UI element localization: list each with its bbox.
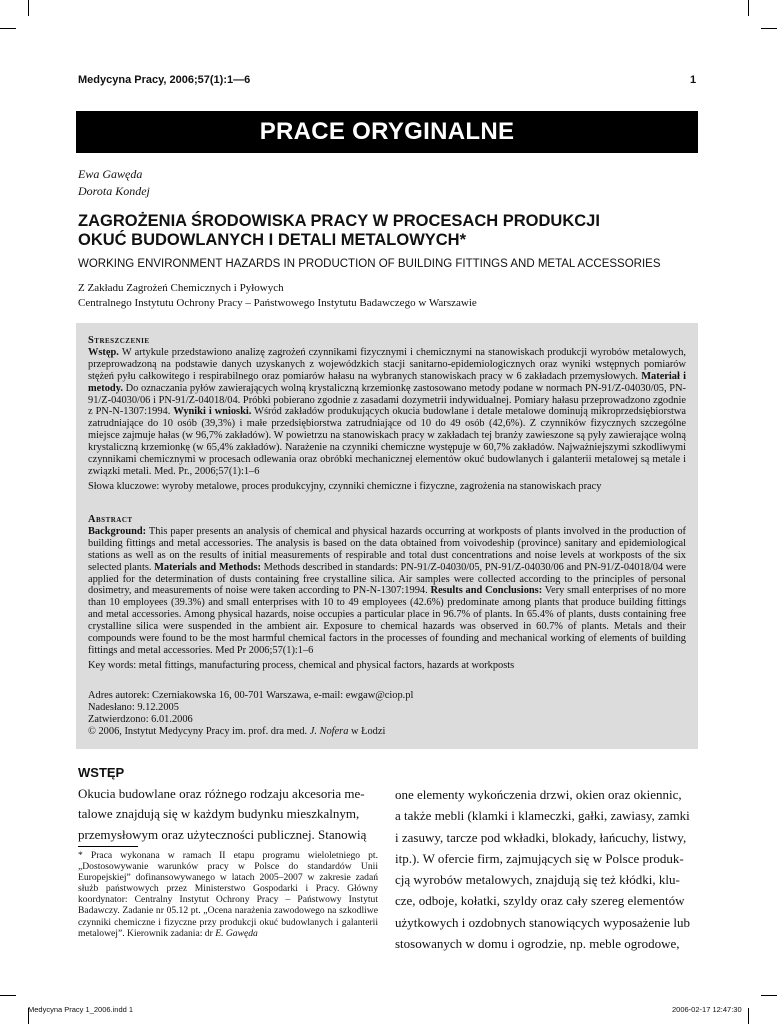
body-line: cze, odboje, kołatki, szyldy oraz cały szereg elementów bbox=[395, 893, 685, 909]
crop-mark bbox=[0, 995, 16, 996]
text: Do oznaczania pyłów zawierających wolną krystaliczną krzemionkę zastosowano metody podane w normach PN-91/Z-04030/05, PN-91/Z-04030/06 i PN-91/Z-04018/04. Próbki pobierano zgodnie z zasadami dozymetrii indywidualnej. Pomiary hałasu przeprowadzono zgodnie z PN-N-1307:1994. bbox=[88, 382, 686, 418]
crop-mark bbox=[761, 28, 777, 29]
text: w Łodzi bbox=[348, 725, 386, 737]
title-polish bbox=[78, 212, 698, 250]
abstract-keywords: Key words: metal fittings, manufacturing process, chemical and physical factors, hazards at workposts bbox=[88, 659, 515, 671]
crop-mark bbox=[761, 995, 777, 996]
body-line: itp.). W ofercie firm, zajmujących się w Polsce produk- bbox=[395, 850, 684, 866]
abstract bbox=[88, 514, 686, 672]
abstract-heading: Abstract bbox=[88, 514, 133, 525]
crop-mark bbox=[28, 0, 29, 16]
contact-copyright bbox=[88, 726, 686, 738]
text: W artykule przedstawiono analizę zagrożeń czynnikami fizycznymi i chemicznymi na stanowiskach produkcji wyrobów metalowych, przeprowadzoną na podstawie danych uzyskanych z wojewódzkich stacji sanitarno-epidemiologicznych oraz wyniki wstępnych pomiarów stężeń pyłu całkowitego i respirabilnego oraz pomiarów hałasu na wybranych stanowiskach pracy w 6 zakładach przemysłowych. bbox=[88, 346, 686, 382]
streszczenie bbox=[88, 335, 686, 493]
affiliation-line: Centralnego Instytutu Ochrony Pracy – Państwowego Instytutu Badawczego w Warszawie bbox=[78, 297, 477, 309]
text: Wśród zakładów produkujących okucia budowlane i detale metalowe dominują mikroprzedsiębiorstwa zatrudniające do 10 osób (39,3%) i małe przedsiębiorstwa zatrudniające od 10 do 49 osób (42,6%). Z czynników fizycznych szczególne miejsce zajmuje hałas (w 96,7% zakładów). W powietrzu na stanowiskach pracy w zakładach tej branży zawieszone są pyły zawierające wolną krystaliczną krzemionkę (w 65,4% zakładów). Narażenie na czynniki chemiczne występuje w 60,7% zakładów. Najważniejszymi szkodliwymi czynnikami chemicznymi w procesach odlewania oraz obróbki mechanicznej elementów okuć budowlanych i galanterii metalowej są metale i związki metali. Med. Pr., 2006;57(1):1–6 bbox=[88, 406, 686, 477]
body-line: one elementy wykończenia drzwi, okien oraz okiennic, bbox=[395, 787, 682, 802]
title-polish-line: OKUĆ BUDOWLANYCH I DETALI METALOWYCH* bbox=[78, 231, 467, 249]
text: * Praca wykonana w ramach II etapu programu wieloletniego pt. „Dostosowywanie warunków pracy w Polsce do standardów Unii Europejskiej” dofinansowywanego w latach 2005–2007 w zakresie zadań służb państwowych przez Ministerstwo Gospodarki i Pracy. Główny koordynator: Centralny Instytut Ochrony Pracy – Państwowy Instytut Badawczy. Zadanie nr 05.12 pt. „Ocena narażenia zawodowego na szkodliwe czynniki chemiczne i fizyczne przy produkcji okuć budowlanych i galanterii metalowej”. Kierownik zadania: dr bbox=[78, 850, 378, 939]
crop-mark bbox=[748, 0, 749, 16]
print-slug-file: Medycyna Pracy 1_2006.indd 1 bbox=[28, 1005, 134, 1014]
abstract-body bbox=[88, 526, 686, 657]
contact-received: Nadesłano: 9.12.2005 bbox=[88, 701, 179, 713]
contact-address: Adres autorek: Czerniakowska 16, 00-701 Warszawa, e-mail: ewgaw@ciop.pl bbox=[88, 690, 414, 701]
text: E. Gawęda bbox=[215, 927, 258, 939]
title-polish-line: ZAGROŻENIA ŚRODOWISKA PRACY W PROCESACH PRODUKCJI bbox=[78, 212, 600, 230]
section-heading: WSTĘP bbox=[78, 765, 125, 780]
streszczenie-body bbox=[88, 347, 686, 478]
body-line: przemysłowym oraz użyteczności publicznej. Stanowią bbox=[78, 826, 367, 842]
section-banner: PRACE ORYGINALNE bbox=[76, 111, 698, 153]
crop-mark bbox=[748, 1008, 749, 1024]
body-line: a także mebli (klamki i klameczki, gałki, zawiasy, zamki bbox=[395, 808, 690, 824]
label: Materiał i metody. bbox=[88, 370, 686, 394]
contact-approved: Zatwierdzono: 6.01.2006 bbox=[88, 713, 193, 725]
text: J. Nofera bbox=[309, 725, 349, 737]
label: Materials and Methods: bbox=[154, 561, 261, 573]
body-line: użytkowych i ozdobnych stanowiących wyposażenie lub bbox=[395, 914, 690, 930]
footnote bbox=[78, 850, 378, 939]
title-english: WORKING ENVIRONMENT HAZARDS IN PRODUCTION OF BUILDING FITTINGS AND METAL ACCESSORIES bbox=[78, 258, 661, 270]
label: Results and Conclusions: bbox=[430, 585, 543, 597]
text: © 2006, Instytut Medycyny Pracy im. prof. dra med. bbox=[88, 725, 310, 737]
body-line: cją wyrobów metalowych, znajdują się też kłódki, klu- bbox=[395, 872, 680, 888]
text: This paper presents an analysis of chemical and physical hazards occurring at workposts of plants involved in the production of building fittings and metal accessories. The analysis is based on the data obtained from voivodeship (province) sanitary and epidemiological stations as well as on the results of initial measurements of respirable and total dust concentrations and noise levels at workposts of the six selected plants. bbox=[88, 525, 686, 573]
journal-header: Medycyna Pracy, 2006;57(1):1—6 bbox=[78, 74, 251, 86]
author-2: Dorota Kondej bbox=[78, 184, 150, 198]
affiliation-line: Z Zakładu Zagrożeń Chemicznych i Pyłowych bbox=[78, 282, 284, 294]
body-line: i zasuwy, tarcze pod wkładki, blokady, łańcuchy, listwy, bbox=[395, 829, 687, 845]
body-line: Okucia budowlane oraz różnego rodzaju akcesoria me- bbox=[78, 786, 365, 801]
footnote-divider bbox=[78, 846, 138, 847]
text: Very small enterprises of no more than 10 employees (39.3%) and small enterprises with 10 to 49 employees (42.6%) predominate among plants that produce building fittings and metal accessories. Among physical hazards, noise occupies a particular place in 96.7% of plants. In 65.4% of plants, dusts containing free crystalline silica were suspended in the ambient air. Exposure to chemical hazards was observed in 60.7% of plants. Metals and their compounds were found to be the most harmful chemical factors in the processes of founding and mechanical working of elements of building fittings and metal accessories. Med Pr 2006;57(1):1–6 bbox=[88, 585, 686, 656]
label: Wstęp. bbox=[88, 346, 119, 358]
streszczenie-keywords: Słowa kluczowe: wyroby metalowe, proces produkcyjny, czynniki chemiczne i fizyczne, zagrożenia na stanowiskach pracy bbox=[88, 480, 602, 492]
text: Methods described in standards: PN-91/Z-04030/05, PN-91/Z-04030/06 and PN-91/Z-04018/04 were applied for the determination of dusts containing free crystalline silica. Air samples were collected according to the principles of personal dosimetry, and measurements of noise were taken according to PN-N-1307:1994. bbox=[88, 561, 686, 597]
body-right-column bbox=[395, 784, 698, 954]
page-number: 1 bbox=[690, 74, 697, 86]
body-line: stosowanych w domu i ogrodzie, np. meble ogrodowe, bbox=[395, 936, 680, 952]
streszczenie-heading: Streszczenie bbox=[88, 335, 150, 346]
label: Background: bbox=[88, 525, 147, 537]
label: Wyniki i wnioski. bbox=[173, 406, 252, 418]
crop-mark bbox=[0, 28, 16, 29]
author-1: Ewa Gawęda bbox=[78, 167, 143, 181]
body-line: talowe znajdują się w każdym budynku mieszkalnym, bbox=[78, 806, 360, 822]
body-left-column bbox=[78, 784, 380, 845]
print-slug-date: 2006-02-17 12:47:30 bbox=[672, 1005, 742, 1014]
contact-info bbox=[88, 690, 686, 738]
